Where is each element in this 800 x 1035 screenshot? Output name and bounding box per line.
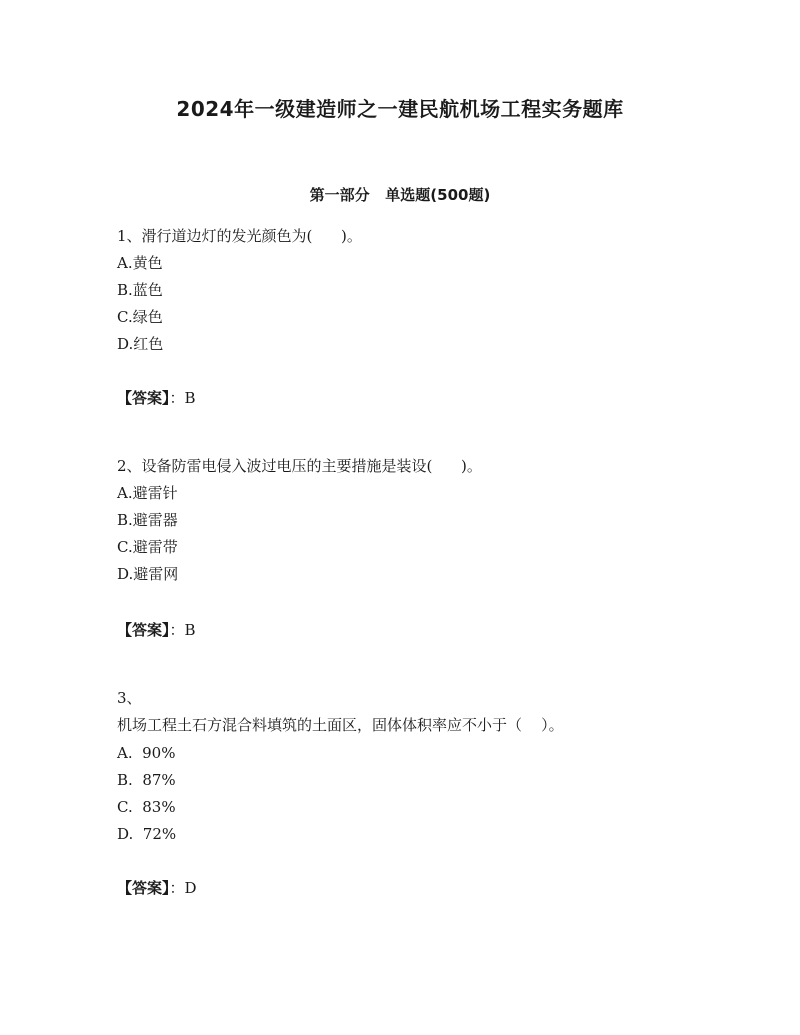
answer-separator: ： xyxy=(169,389,185,407)
question-1-option-c: C.绿色 xyxy=(117,308,163,326)
question-1-option-b: B.蓝色 xyxy=(117,281,163,299)
question-2-option-a: A.避雷针 xyxy=(117,484,178,502)
question-3-number: 3、 xyxy=(117,689,142,707)
document-title: 2024年一级建造师之一建民航机场工程实务题库 xyxy=(176,97,624,121)
question-2-stem: 2、设备防雷电侵入波过电压的主要措施是装设( )。 xyxy=(117,457,482,475)
question-2-answer xyxy=(117,619,196,641)
answer-label: 【答案】 xyxy=(117,389,170,407)
question-3-option-c: C. 83% xyxy=(117,798,176,816)
question-3-option-d: D. 72% xyxy=(117,825,177,843)
answer-label: 【答案】 xyxy=(117,621,170,639)
answer-value: B xyxy=(184,389,196,407)
question-2-option-d: D.避雷网 xyxy=(117,565,179,583)
question-1-option-d: D.红色 xyxy=(117,335,164,353)
section-title: 第一部分 单选题(500题) xyxy=(309,186,491,204)
answer-value: B xyxy=(184,621,196,639)
question-3-stem: 机场工程土石方混合料填筑的土面区，固体体积率应不小于（ ）。 xyxy=(117,716,564,734)
question-1-stem: 1、滑行道边灯的发光颜色为( )。 xyxy=(117,227,362,245)
question-3-answer xyxy=(117,877,197,899)
question-2-option-c: C.避雷带 xyxy=(117,538,178,556)
answer-separator: ： xyxy=(169,879,185,897)
answer-separator: ： xyxy=(169,621,185,639)
question-3-option-a: A. 90% xyxy=(117,744,176,762)
question-2-option-b: B.避雷器 xyxy=(117,511,178,529)
question-1-option-a: A.黄色 xyxy=(117,254,163,272)
question-1-answer xyxy=(117,387,196,409)
question-3-option-b: B. 87% xyxy=(117,771,176,789)
answer-label: 【答案】 xyxy=(117,879,170,897)
answer-value: D xyxy=(184,879,197,897)
